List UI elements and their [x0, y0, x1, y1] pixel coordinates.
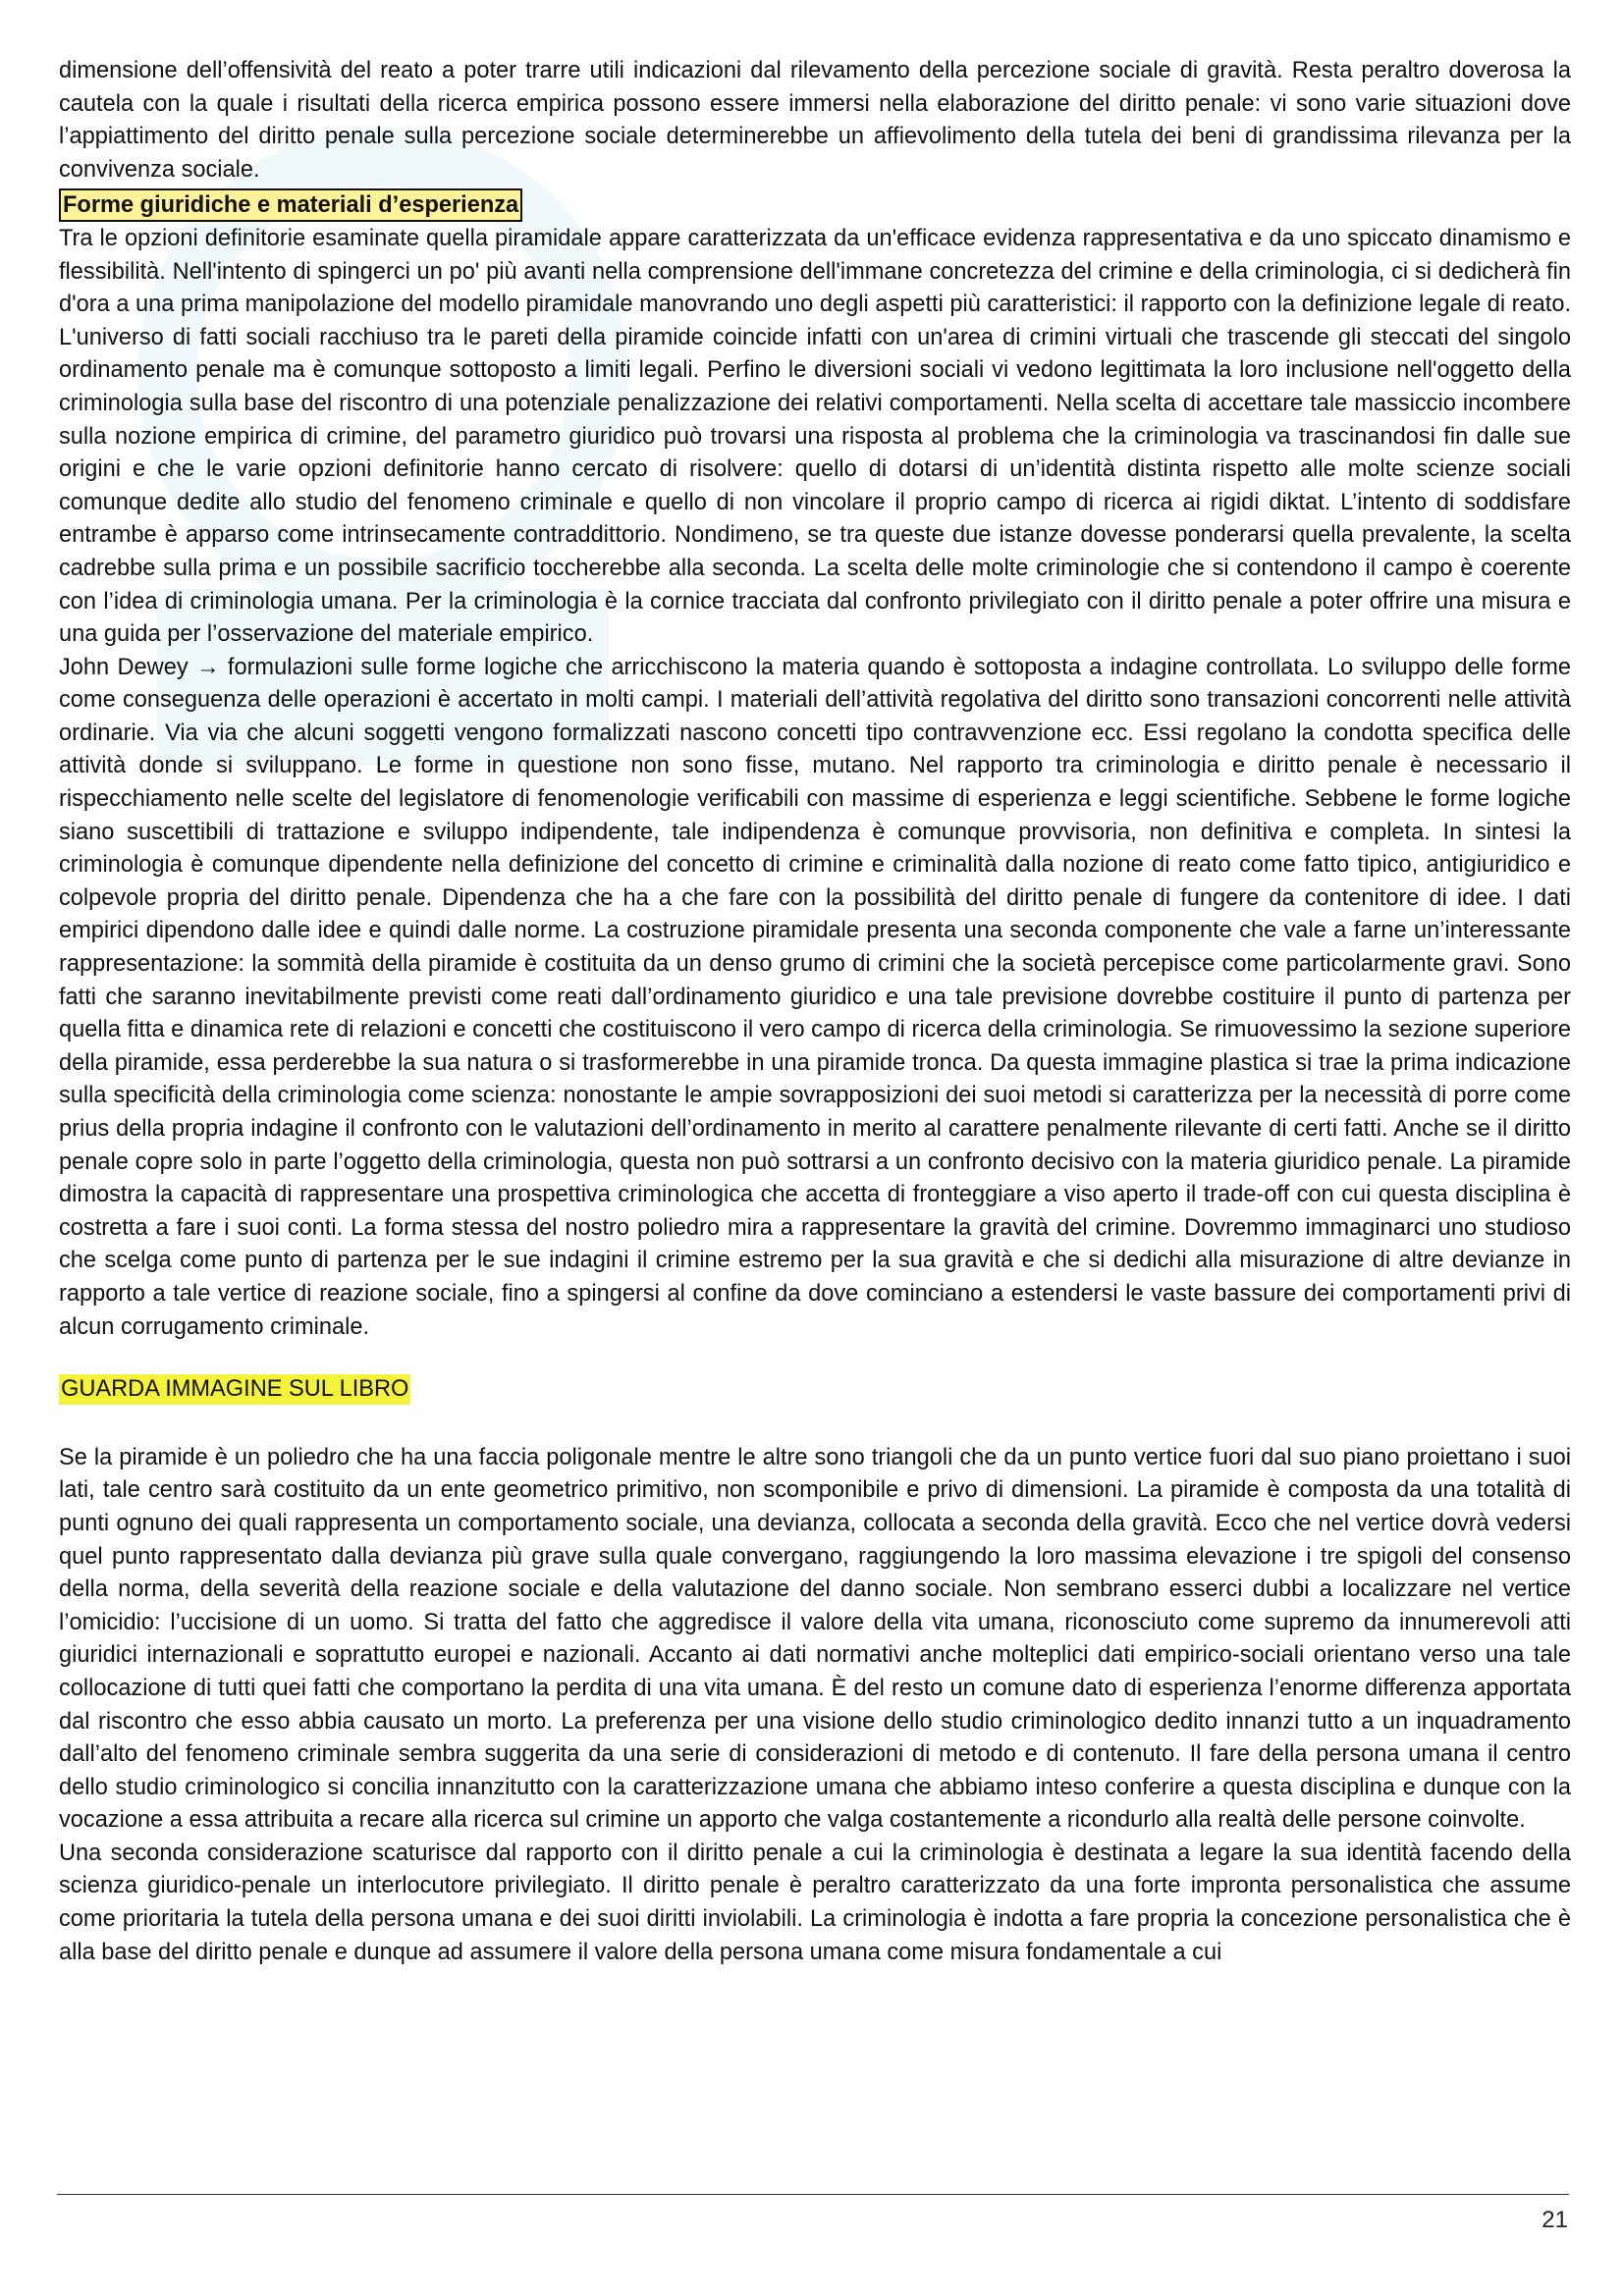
spacer — [59, 1407, 1571, 1442]
footer-divider — [57, 2194, 1569, 2195]
page-content — [59, 55, 1571, 1969]
paragraph-2: Tra le opzioni definitorie esaminate quella piramidale appare caratterizzata da un'efficace evidenza rappresentativa e da uno spiccato dinamismo e flessibilità. Nell'intento di spingerci un po' più avanti nella comprensione dell'immane concretezza del crimine e della criminologia, ci si dedicherà fin d'ora a una prima manipolazione del modello piramidale manovrando uno degli aspetti più caratteristici: il rapporto con la definizione legale di reato. L'universo di fatti sociali racchiuso tra le pareti della piramide coincide infatti con un'area di crimini virtuali che trascende gli steccati del singolo ordinamento penale ma è comunque sottoposto a limiti legali. Perfino le diversioni sociali vi vedono legittimata la loro inclusione nell'oggetto della criminologia sulla base del riscontro di una potenziale penalizzazione dei relativi comportamenti. Nella scelta di accettare tale massiccio incombere sulla nozione empirica di crimine, del parametro giuridico può trovarsi una risposta al problema che la criminologia va trascinandosi fin dalle sue origini e che le varie opzioni definitorie hanno cercato di risolvere: quello di dotarsi di un’identità distinta rispetto alle molte scienze sociali comunque dedite allo studio del fenomeno criminale e quello di non vincolare il proprio campo di ricerca ai rigidi diktat. L’intento di soddisfare entrambe è apparso come intrinsecamente contraddittorio. Nondimeno, se tra queste due istanze dovesse ponderarsi quella prevalente, la scelta cadrebbe sulla prima e un possibile sacrificio toccherebbe alla seconda. La scelta delle molte criminologie che si contendono il campo è coerente con l’idea di criminologia umana. Per la criminologia è la cornice tracciata dal confronto privilegiato con il diritto penale a poter offrire una misura e una guida per l’osservazione del materiale empirico. — [59, 225, 1571, 648]
paragraph-3: John Dewey → formulazioni sulle forme logiche che arricchiscono la materia quando è sottoposta a indagine controllata. Lo sviluppo delle forme come conseguenza delle operazioni è accertato in molti campi. I materiali dell’attività regolativa del diritto sono transazioni concorrenti nelle attività ordinarie. Via via che alcuni soggetti vengono formalizzati nascono concetti tipo contravvenzione ecc. Essi regolano la condotta specifica delle attività donde si sviluppano. Le forme in questione non sono fisse, mutano. Nel rapporto tra criminologia e diritto penale è necessario il rispecchiamento nelle scelte del legislatore di fenomenologie verificabili con massime di esperienza e leggi scientifiche. Sebbene le forme logiche siano suscettibili di trattazione e sviluppo indipendente, tale indipendenza è comunque provvisoria, non definitiva e completa. In sintesi la criminologia è comunque dipendente nella definizione del concetto di crimine e criminalità dalla nozione di reato come fatto tipico, antigiuridico e colpevole propria del diritto penale. Dipendenza che ha a che fare con la possibilità del diritto penale di fungere da contenitore di idee. I dati empirici dipendono dalle idee e quindi dalle norme. La costruzione piramidale presenta una seconda componente che vale a farne un’interessante rappresentazione: la sommità della piramide è costituita da un denso grumo di crimini che la società percepisce come particolarmente gravi. Sono fatti che saranno inevitabilmente previsti come reati dall’ordinamento giuridico e una tale previsione dovrebbe costituire il punto di partenza per quella fitta e dinamica rete di relazioni e concetti che costituiscono il vero campo di ricerca della criminologia. Se rimuovessimo la sezione superiore della piramide, essa perderebbe la sua natura o si trasformerebbe in una piramide tronca. Da questa immagine plastica si trae la prima indicazione sulla specificità della criminologia come scienza: nonostante le ampie sovrapposizioni dei suoi metodi si caratterizza per la necessità di porre come prius della propria indagine il confronto con le valutazioni dell’ordinamento in merito al carattere penalmente rilevante di certi fatti. Anche se il diritto penale copre solo in parte l’oggetto della criminologia, questa non può sottrarsi a un confronto decisivo con la materia giuridico penale. La piramide dimostra la capacità di rappresentare una prospettiva criminologica che accetta di fronteggiare a viso aperto il trade-off con cui questa disciplina è costretta a fare i suoi conti. La forma stessa del nostro poliedro mira a rappresentare la gravità del crimine. Dovremmo immaginarci uno studioso che scelga come punto di partenza per le sue indagini il crimine estremo per la sua gravità e che si dedichi alla misurazione di altre devianze in rapporto a tale vertice di reazione sociale, fino a spingersi al confine da dove cominciano a estendersi le vaste bassure dei comportamenti privi di alcun corrugamento criminale. — [59, 654, 1571, 1340]
spacer — [59, 1344, 1571, 1373]
paragraph-1: dimensione dell’offensività del reato a poter trarre utili indicazioni dal rilevamento della percezione sociale di gravità. Resta peraltro doverosa la cautela con la quale i risultati della ricerca empirica possono essere immersi nella elaborazione del diritto penale: vi sono varie situazioni dove l’appiattimento del diritto penale sulla percezione sociale determinerebbe un affievolimento della tutela dei beni di grandissima rilevanza per la convivenza sociale. — [59, 58, 1571, 183]
highlighted-note: GUARDA IMMAGINE SUL LIBRO — [59, 1374, 410, 1405]
page-number: 21 — [1542, 2207, 1568, 2233]
section-heading: Forme giuridiche e materiali d’esperienza — [59, 188, 522, 222]
paragraph-4: Se la piramide è un poliedro che ha una faccia poligonale mentre le altre sono triangoli che da un punto vertice fuori dal suo piano proiettano i suoi lati, tale centro sarà costituito da un ente geometrico primitivo, non scomponibile e privo di dimensioni. La piramide è composta da una totalità di punti ognuno dei quali rappresenta un comportamento sociale, una devianza, collocata a seconda della gravità. Ecco che nel vertice dovrà vedersi quel punto rappresentato dalla devianza più grave sulla quale convergano, raggiungendo la loro massima elevazione i tre spigoli del consenso della norma, della severità della reazione sociale e della valutazione del danno sociale. Non sembrano esserci dubbi a localizzare nel vertice l’omicidio: l’uccisione di un uomo. Si tratta del fatto che aggredisce il valore della vita umana, riconosciuto come supremo da innumerevoli atti giuridici internazionali e soprattutto europei e nazionali. Accanto ai dati normativi anche molteplici dati empirico-sociali orientano verso una tale collocazione di tutti quei fatti che comportano la perdita di una vita umana. È del resto un comune dato di esperienza l’enorme differenza apportata dal riscontro che esso abbia causato un morto. La preferenza per una visione dello studio criminologico dedito innanzi tutto a un inquadramento dall’alto del fenomeno criminale sembra suggerita da una serie di considerazioni di metodo e di contenuto. Il fare della persona umana il centro dello studio criminologico si concilia innanzitutto con la caratterizzazione umana che abbiamo inteso conferire a questa disciplina e dunque con la vocazione a essa attribuita a recare alla ricerca sul crimine un apporto che valga costantemente a ricondurlo alla realtà delle persone coinvolte. — [59, 1444, 1571, 1834]
paragraph-5: Una seconda considerazione scaturisce dal rapporto con il diritto penale a cui la criminologia è destinata a legare la sua identità facendo della scienza giuridico-penale un interlocutore privilegiato. Il diritto penale è peraltro caratterizzato da una forte impronta personalistica che assume come prioritaria la tutela della persona umana e dei suoi diritti inviolabili. La criminologia è indotta a fare propria la concezione personalistica che è alla base del diritto penale e dunque ad assumere il valore della persona umana come misura fondamentale a cui — [59, 1840, 1571, 1965]
